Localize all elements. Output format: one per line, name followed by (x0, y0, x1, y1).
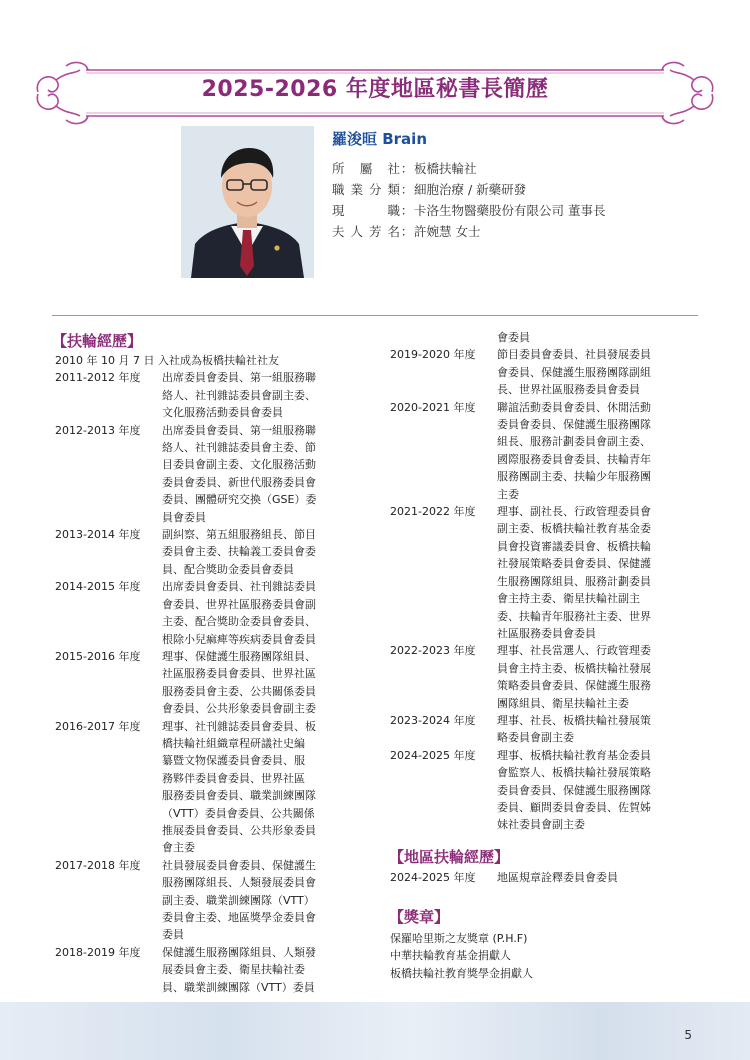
profile-row-club (332, 160, 477, 178)
entry-line: 出席委員會委員、社刊雜誌委員 (162, 580, 316, 594)
entry-line: 推展委員會委員、公共形象委員 (162, 823, 316, 837)
entry-text (497, 747, 700, 834)
entry-line: 會委員、公共形象委員會副主委 (162, 702, 316, 716)
entry-line: 目委員會副主委、文化服務活動 (162, 458, 316, 472)
entry-line: 理事、板橋扶輪社教育基金委員 (497, 748, 651, 762)
page-number: 5 (684, 1028, 692, 1042)
entry-line: 節目委員會委員、社員發展委員 (497, 348, 651, 362)
entry-year: 2024-2025 年度 (390, 871, 476, 884)
experience-entry (390, 642, 700, 712)
entry-year: 2019-2020 年度 (390, 348, 476, 362)
entry-line: 社區服務委員會委員、世界社區 (162, 667, 316, 681)
profile-colon: ： (400, 182, 414, 197)
entry-year-spacer (390, 329, 497, 346)
entry-line: 長、世界社區服務委員會委員 (497, 383, 640, 397)
entry-text (162, 944, 365, 996)
entry-line: 會委員、世界社區服務委員會副 (162, 597, 316, 611)
profile-label: 職業分類 (332, 182, 400, 197)
entry-line: 服務委員會委員、職業訓練團隊 (162, 789, 316, 803)
profile-colon: ： (400, 161, 414, 176)
entry-line: 委員會主委、地區獎學金委員會 (162, 911, 316, 924)
entry-line: 聯誼活動委員會委員、休閒活動 (497, 400, 651, 414)
profile-label: 現職 (332, 203, 400, 218)
entry-line: 員會主持主委、板橋扶輪社發展 (497, 661, 651, 675)
portrait-photo (181, 126, 314, 278)
entry-line: 纂暨文物保護委員會委員、服 (162, 754, 305, 768)
portrait-image (181, 126, 314, 278)
entry-line: 理事、社長當選人、行政管理委 (497, 644, 651, 658)
entry-text (162, 369, 365, 421)
entry-line: 員會委員 (162, 510, 206, 524)
entry-line: 理事、社刊雜誌委員會委員、板 (162, 719, 316, 733)
entry-line: 服務團副主委、扶輪少年服務團 (497, 470, 651, 484)
entry-line: 組長、服務計劃委員會副主委、 (497, 435, 651, 449)
entry-text (497, 346, 700, 398)
entry-line: 會監察人、板橋扶輪社發展策略 (497, 766, 651, 780)
entry-line: 委員會委員、保健護生服務團隊 (497, 783, 651, 797)
entry-text (162, 718, 365, 857)
experience-entry (55, 648, 365, 718)
entry-line: 地區規章詮釋委員會委員 (497, 871, 618, 884)
profile-colon: ： (400, 203, 414, 218)
experience-entry (390, 747, 700, 834)
entry-line: 文化服務活動委員會委員 (162, 406, 283, 420)
entry-line: 社員發展委員會委員、保健護生 (162, 858, 316, 872)
entry-line: 絡人、社刊雜誌委員會主委、節 (162, 441, 316, 455)
entry-text (162, 857, 365, 944)
entry-line: 副糾察、第五組服務組長、節目 (162, 528, 316, 542)
entry-line: 委員會委員、保健護生服務團隊 (497, 418, 651, 432)
entry-line: 務夥伴委員會委員、世界社區 (162, 771, 305, 785)
title-banner (30, 52, 720, 134)
entry-text (162, 422, 365, 526)
profile-value: 許婉慧 女士 (414, 224, 481, 239)
entry-line: 理事、副社長、行政管理委員會 (497, 505, 651, 519)
entry-line: 絡人、社刊雜誌委員會副主委、 (162, 388, 316, 402)
entry-line: 社區服務委員會委員 (497, 626, 596, 640)
entry-year: 2023-2024 年度 (390, 713, 476, 727)
entry-line: 策略委員會委員、保健護生服務 (497, 679, 651, 693)
profile-value: 細胞治療 / 新藥研發 (414, 182, 527, 197)
rotary-experience-left-column (55, 352, 365, 996)
experience-entry (390, 399, 700, 503)
entry-line: 會主持主委、衛星扶輪社副主 (497, 592, 640, 606)
entry-line: 委員會主委、扶輪義工委員會委 (162, 545, 316, 559)
rotary-experience-right-column (390, 329, 700, 834)
entry-text (497, 642, 700, 712)
experience-entry (55, 944, 365, 996)
entry-line: 員會投資審議委員會、板橋扶輪 (497, 539, 651, 553)
entry-line: 出席委員會委員、第一組服務聯 (162, 423, 316, 437)
experience-entry (55, 718, 365, 857)
entry-line: 略委員會副主委 (497, 731, 574, 745)
entry-year: 2022-2023 年度 (390, 644, 476, 658)
entry-line: 理事、社長、板橋扶輪社發展策 (497, 713, 651, 727)
profile-row-position (332, 202, 605, 220)
rotary-experience-heading: 【扶輪經歷】 (52, 332, 143, 350)
entry-year: 2013-2014 年度 (55, 528, 141, 542)
entry-line: 副主委、職業訓練團隊（VTT） (162, 893, 315, 907)
awards-heading: 【獎章】 (389, 908, 450, 926)
entry-line: 委、扶輪青年服務社主委、世界 (497, 609, 651, 623)
experience-entry (390, 503, 700, 642)
entry-line: 妹社委員會副主委 (497, 818, 585, 832)
district-experience-list (390, 869, 700, 886)
experience-entry (55, 422, 365, 526)
entry-line: 國際服務委員會委員、扶輪青年 (497, 452, 651, 466)
entry-year: 2015-2016 年度 (55, 649, 141, 663)
join-date-line: 2010 年 10 月 7 日 入社成為板橋扶輪社社友 (55, 354, 279, 367)
continuation-entry (390, 329, 700, 346)
award-item: 板橋扶輪社教育獎學金捐獻人 (390, 966, 533, 980)
profile-row-occupation (332, 181, 526, 199)
member-name: 羅浚晅 Brain (332, 130, 427, 148)
entry-year: 2014-2015 年度 (55, 580, 141, 594)
entry-line: 委員 (162, 928, 184, 942)
section-divider (52, 315, 698, 316)
entry-line: 橋扶輪社組織章程研議社史編 (162, 736, 305, 750)
profile-label: 所屬社 (332, 161, 400, 176)
profile-colon: ： (400, 224, 414, 239)
entry-line: 委員會委員、新世代服務委員會 (162, 475, 316, 489)
entry-text (162, 578, 365, 648)
entry-year: 2020-2021 年度 (390, 400, 476, 414)
entry-year: 2011-2012 年度 (55, 371, 141, 385)
entry-year: 2024-2025 年度 (390, 748, 476, 762)
entry-line: （VTT）委員會委員、公共關係 (162, 806, 315, 820)
entry-text (162, 526, 365, 578)
profile-row-spouse (332, 223, 480, 241)
entry-year: 2021-2022 年度 (390, 505, 476, 519)
entry-line: 出席委員會委員、第一組服務聯 (162, 371, 316, 385)
experience-entry (390, 346, 700, 398)
entry-line: 生服務團隊組員、服務計劃委員 (497, 574, 651, 588)
awards-list (390, 930, 700, 982)
district-experience-heading: 【地區扶輪經歷】 (389, 848, 510, 866)
profile-value: 板橋扶輪社 (414, 161, 477, 176)
experience-entry (55, 578, 365, 648)
entry-line: 員、職業訓練團隊（VTT）委員 (162, 980, 315, 994)
award-item: 中華扶輪教育基金捐獻人 (390, 949, 511, 963)
entry-line: 根除小兒痲痺等疾病委員會委員 (162, 632, 316, 646)
entry-line: 社發展策略委員會委員、保健護 (497, 557, 651, 571)
entry-line: 副主委、板橋扶輪社教育基金委 (497, 522, 651, 536)
entry-line: 委員、團體研究交換（GSE）委 (162, 493, 317, 507)
entry-line: 員、配合獎助金委員會委員 (162, 562, 294, 576)
entry-text (497, 712, 700, 747)
entry-line: 團隊組員、衛星扶輪社主委 (497, 696, 629, 710)
entry-line: 保健護生服務團隊組員、人類發 (162, 945, 316, 959)
entry-line: 展委員會主委、衛星扶輪社委 (162, 963, 305, 977)
entry-line: 會委員 (497, 331, 530, 344)
entry-text (162, 648, 365, 718)
entry-year: 2016-2017 年度 (55, 719, 141, 733)
entry-line: 理事、保健護生服務團隊組員、 (162, 649, 316, 663)
entry-text (497, 399, 700, 503)
entry-line: 會委員、保健護生服務團隊副組 (497, 365, 651, 379)
experience-entry (55, 526, 365, 578)
entry-line: 會主委 (162, 841, 195, 855)
entry-line: 服務團隊組長、人類發展委員會 (162, 876, 316, 890)
entry-line: 服務委員會主委、公共關係委員 (162, 684, 316, 698)
entry-line: 主委、配合獎助金委員會委員、 (162, 615, 316, 629)
experience-entry (390, 869, 700, 886)
entry-line: 委員、顧問委員會委員、佐賀姊 (497, 800, 651, 814)
page-title: 2025-2026 年度地區秘書長簡歷 (201, 77, 549, 102)
profile-label: 夫人芳名 (332, 224, 400, 239)
entry-text (497, 503, 700, 642)
entry-year: 2017-2018 年度 (55, 858, 141, 872)
experience-entry (55, 369, 365, 421)
experience-entry (390, 712, 700, 747)
entry-line: 主委 (497, 487, 519, 501)
bottom-decorative-band (0, 1002, 750, 1060)
entry-year: 2012-2013 年度 (55, 423, 141, 437)
profile-value: 卡洛生物醫藥股份有限公司 董事長 (414, 203, 606, 218)
award-item: 保羅哈里斯之友獎章 (P.H.F) (390, 932, 528, 945)
experience-entry (55, 857, 365, 944)
entry-year: 2018-2019 年度 (55, 945, 141, 959)
